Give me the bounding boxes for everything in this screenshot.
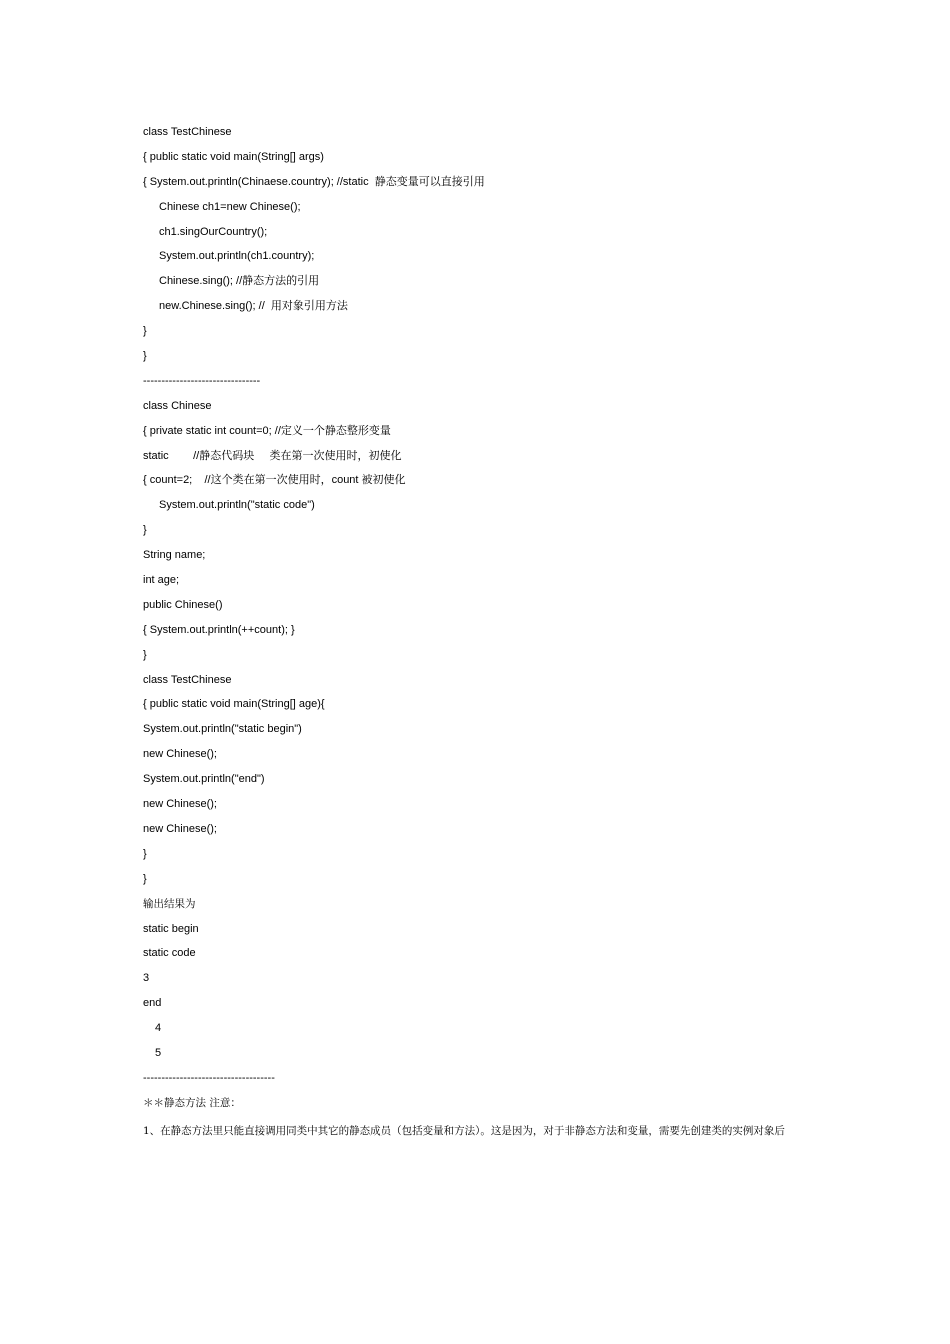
code-line: new Chinese(); bbox=[143, 748, 217, 761]
code-line: { private static int count=0; //定义一个静态整形变量 bbox=[143, 424, 391, 437]
separator-line: ------------------------------------ bbox=[143, 1071, 275, 1084]
code-line: } bbox=[143, 847, 147, 860]
separator-line: -------------------------------- bbox=[143, 374, 261, 387]
code-line: class TestChinese bbox=[143, 673, 232, 686]
code-line: } bbox=[143, 648, 147, 661]
code-line: System.out.println(ch1.country); bbox=[159, 250, 315, 263]
document-body bbox=[143, 122, 823, 1143]
output-line: static begin bbox=[143, 922, 199, 935]
code-line: { public static void main(String[] age){ bbox=[143, 698, 325, 711]
code-line: { count=2; //这个类在第一次使用时，count 被初使化 bbox=[143, 474, 406, 487]
code-line: } bbox=[143, 350, 147, 363]
code-line: Chinese.sing(); //静态方法的引用 bbox=[159, 275, 320, 288]
note-paragraph: 1、在静态方法里只能直接调用同类中其它的静态成员（包括变量和方法）。这是因为，对于非静态方法和变量，需要先创建类的实例对象后 bbox=[143, 1124, 785, 1137]
code-line: new Chinese(); bbox=[143, 822, 217, 835]
output-line: static code bbox=[143, 947, 196, 960]
code-line: new Chinese(); bbox=[143, 798, 217, 811]
code-line: { public static void main(String[] args) bbox=[143, 150, 324, 163]
code-line: } bbox=[143, 872, 147, 885]
code-line: { System.out.println(Chinaese.country); //static 静态变量可以直接引用 bbox=[143, 175, 485, 188]
code-line: int age; bbox=[143, 574, 180, 587]
output-line: end bbox=[143, 997, 162, 1010]
code-line: public Chinese() bbox=[143, 598, 223, 611]
code-line: static //静态代码块 类在第一次使用时，初使化 bbox=[143, 449, 402, 462]
output-line: 4 bbox=[155, 1022, 162, 1035]
output-line: 5 bbox=[155, 1046, 162, 1059]
code-line: Chinese ch1=new Chinese(); bbox=[159, 200, 301, 213]
output-line: 3 bbox=[143, 972, 150, 985]
code-line: System.out.println("end") bbox=[143, 773, 265, 786]
code-line: } bbox=[143, 524, 147, 537]
code-line: String name; bbox=[143, 549, 206, 562]
code-line: class TestChinese bbox=[143, 126, 232, 138]
code-line: new.Chinese.sing(); // 用对象引用方法 bbox=[159, 300, 348, 313]
code-line: } bbox=[143, 325, 147, 338]
code-line: ch1.singOurCountry(); bbox=[159, 225, 268, 238]
code-line: { System.out.println(++count); } bbox=[143, 623, 295, 636]
output-heading: 输出结果为 bbox=[143, 897, 196, 910]
code-line: System.out.println("static begin") bbox=[143, 723, 302, 736]
code-line: class Chinese bbox=[143, 399, 212, 412]
code-line: System.out.println("static code") bbox=[159, 499, 315, 512]
section-heading: ＊＊静态方法 注意： bbox=[143, 1096, 241, 1109]
